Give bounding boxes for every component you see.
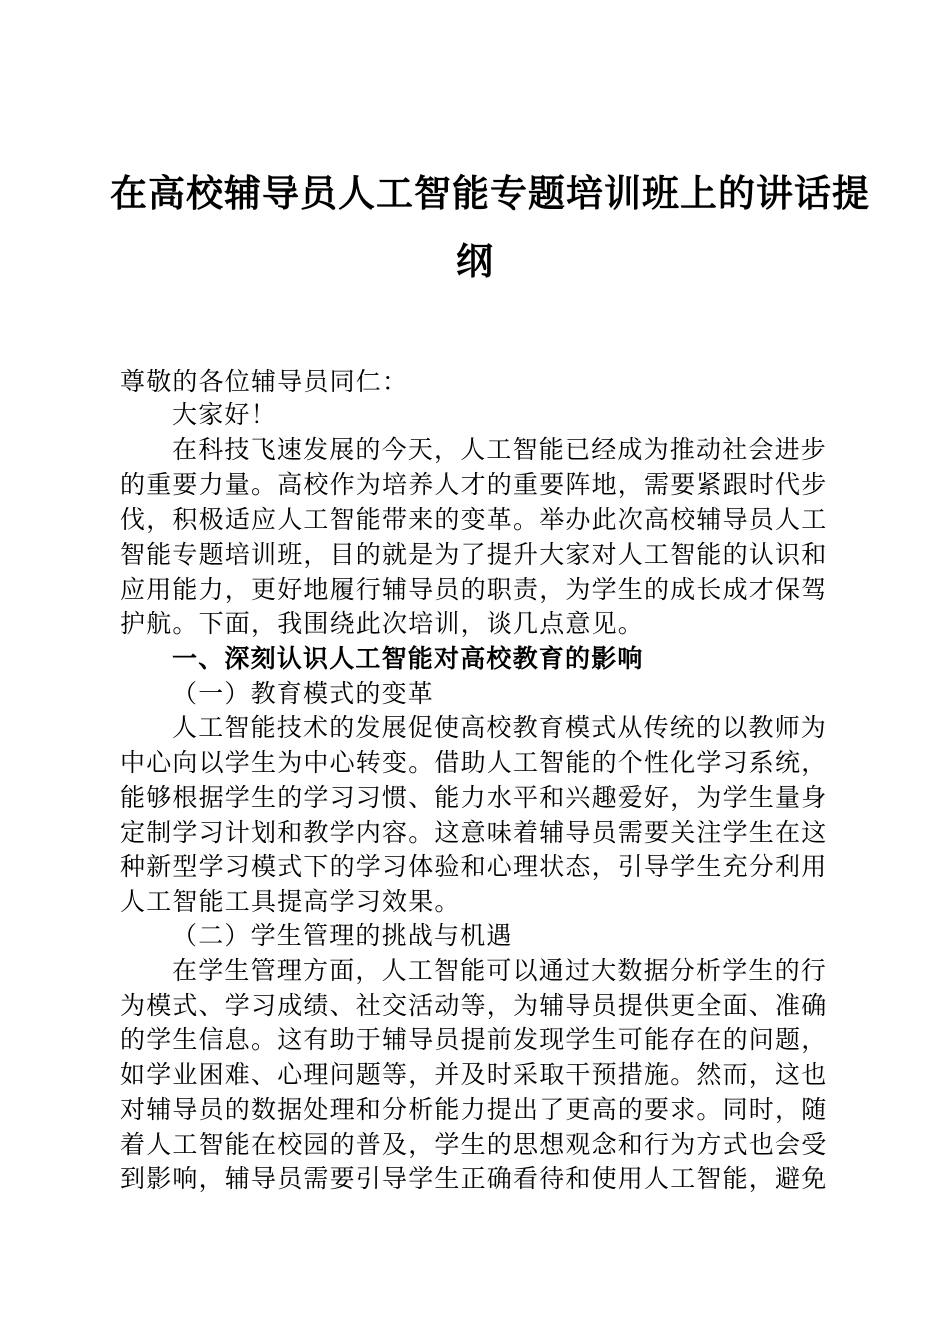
paragraph-line: 到影响，辅导员需要引导学生正确看待和使用人工智能，避免 [120, 1164, 828, 1193]
paragraph-line: 对辅导员的数据处理和分析能力提出了更高的要求。同时，随 [120, 1095, 828, 1124]
section-heading: 一、深刻认识人工智能对高校教育的影响 [172, 644, 644, 673]
paragraph-line: 伐，积极适应人工智能带来的变革。举办此次高校辅导员人工 [120, 505, 828, 534]
paragraph-line: 在学生管理方面，人工智能可以通过大数据分析学生的行 [172, 956, 828, 985]
paragraph-line: 种新型学习模式下的学习体验和心理状态，引导学生充分利用 [120, 852, 828, 881]
paragraph-line: 如学业困难、心理问题等，并及时采取干预措施。然而，这也 [120, 1060, 828, 1089]
paragraph-line: 能够根据学生的学习习惯、能力水平和兴趣爱好，为学生量身 [120, 783, 828, 812]
paragraph-line: 的重要力量。高校作为培养人才的重要阵地，需要紧跟时代步 [120, 470, 828, 499]
paragraph-line: 在科技飞速发展的今天，人工智能已经成为推动社会进步 [172, 435, 828, 464]
paragraph-line: 人工智能工具提高学习效果。 [120, 887, 461, 916]
document-title-line-2: 纲 [456, 239, 494, 283]
paragraph-line: 人工智能技术的发展促使高校教育模式从传统的以教师为 [172, 713, 828, 742]
greeting: 大家好！ [172, 400, 277, 429]
paragraph-line: 着人工智能在校园的普及，学生的思想观念和行为方式也会受 [120, 1130, 828, 1159]
salutation: 尊敬的各位辅导员同仁： [120, 367, 409, 396]
paragraph-line: 应用能力，更好地履行辅导员的职责，为学生的成长成才保驾 [120, 575, 828, 604]
document-title-line-1: 在高校辅导员人工智能专题培训班上的讲话提 [110, 171, 870, 215]
paragraph-line: 护航。下面，我围绕此次培训，谈几点意见。 [120, 609, 645, 638]
subsection-heading: （二）学生管理的挑战与机遇 [172, 921, 513, 950]
paragraph-line: 定制学习计划和教学内容。这意味着辅导员需要关注学生在这 [120, 818, 828, 847]
paragraph-line: 的学生信息。这有助于辅导员提前发现学生可能存在的问题， [120, 1025, 828, 1054]
paragraph-line: 为模式、学习成绩、社交活动等，为辅导员提供更全面、准确 [120, 991, 828, 1020]
paragraph-line: 智能专题培训班，目的就是为了提升大家对人工智能的认识和 [120, 540, 828, 569]
subsection-heading: （一）教育模式的变革 [172, 679, 435, 708]
paragraph-line: 中心向以学生为中心转变。借助人工智能的个性化学习系统， [120, 748, 828, 777]
